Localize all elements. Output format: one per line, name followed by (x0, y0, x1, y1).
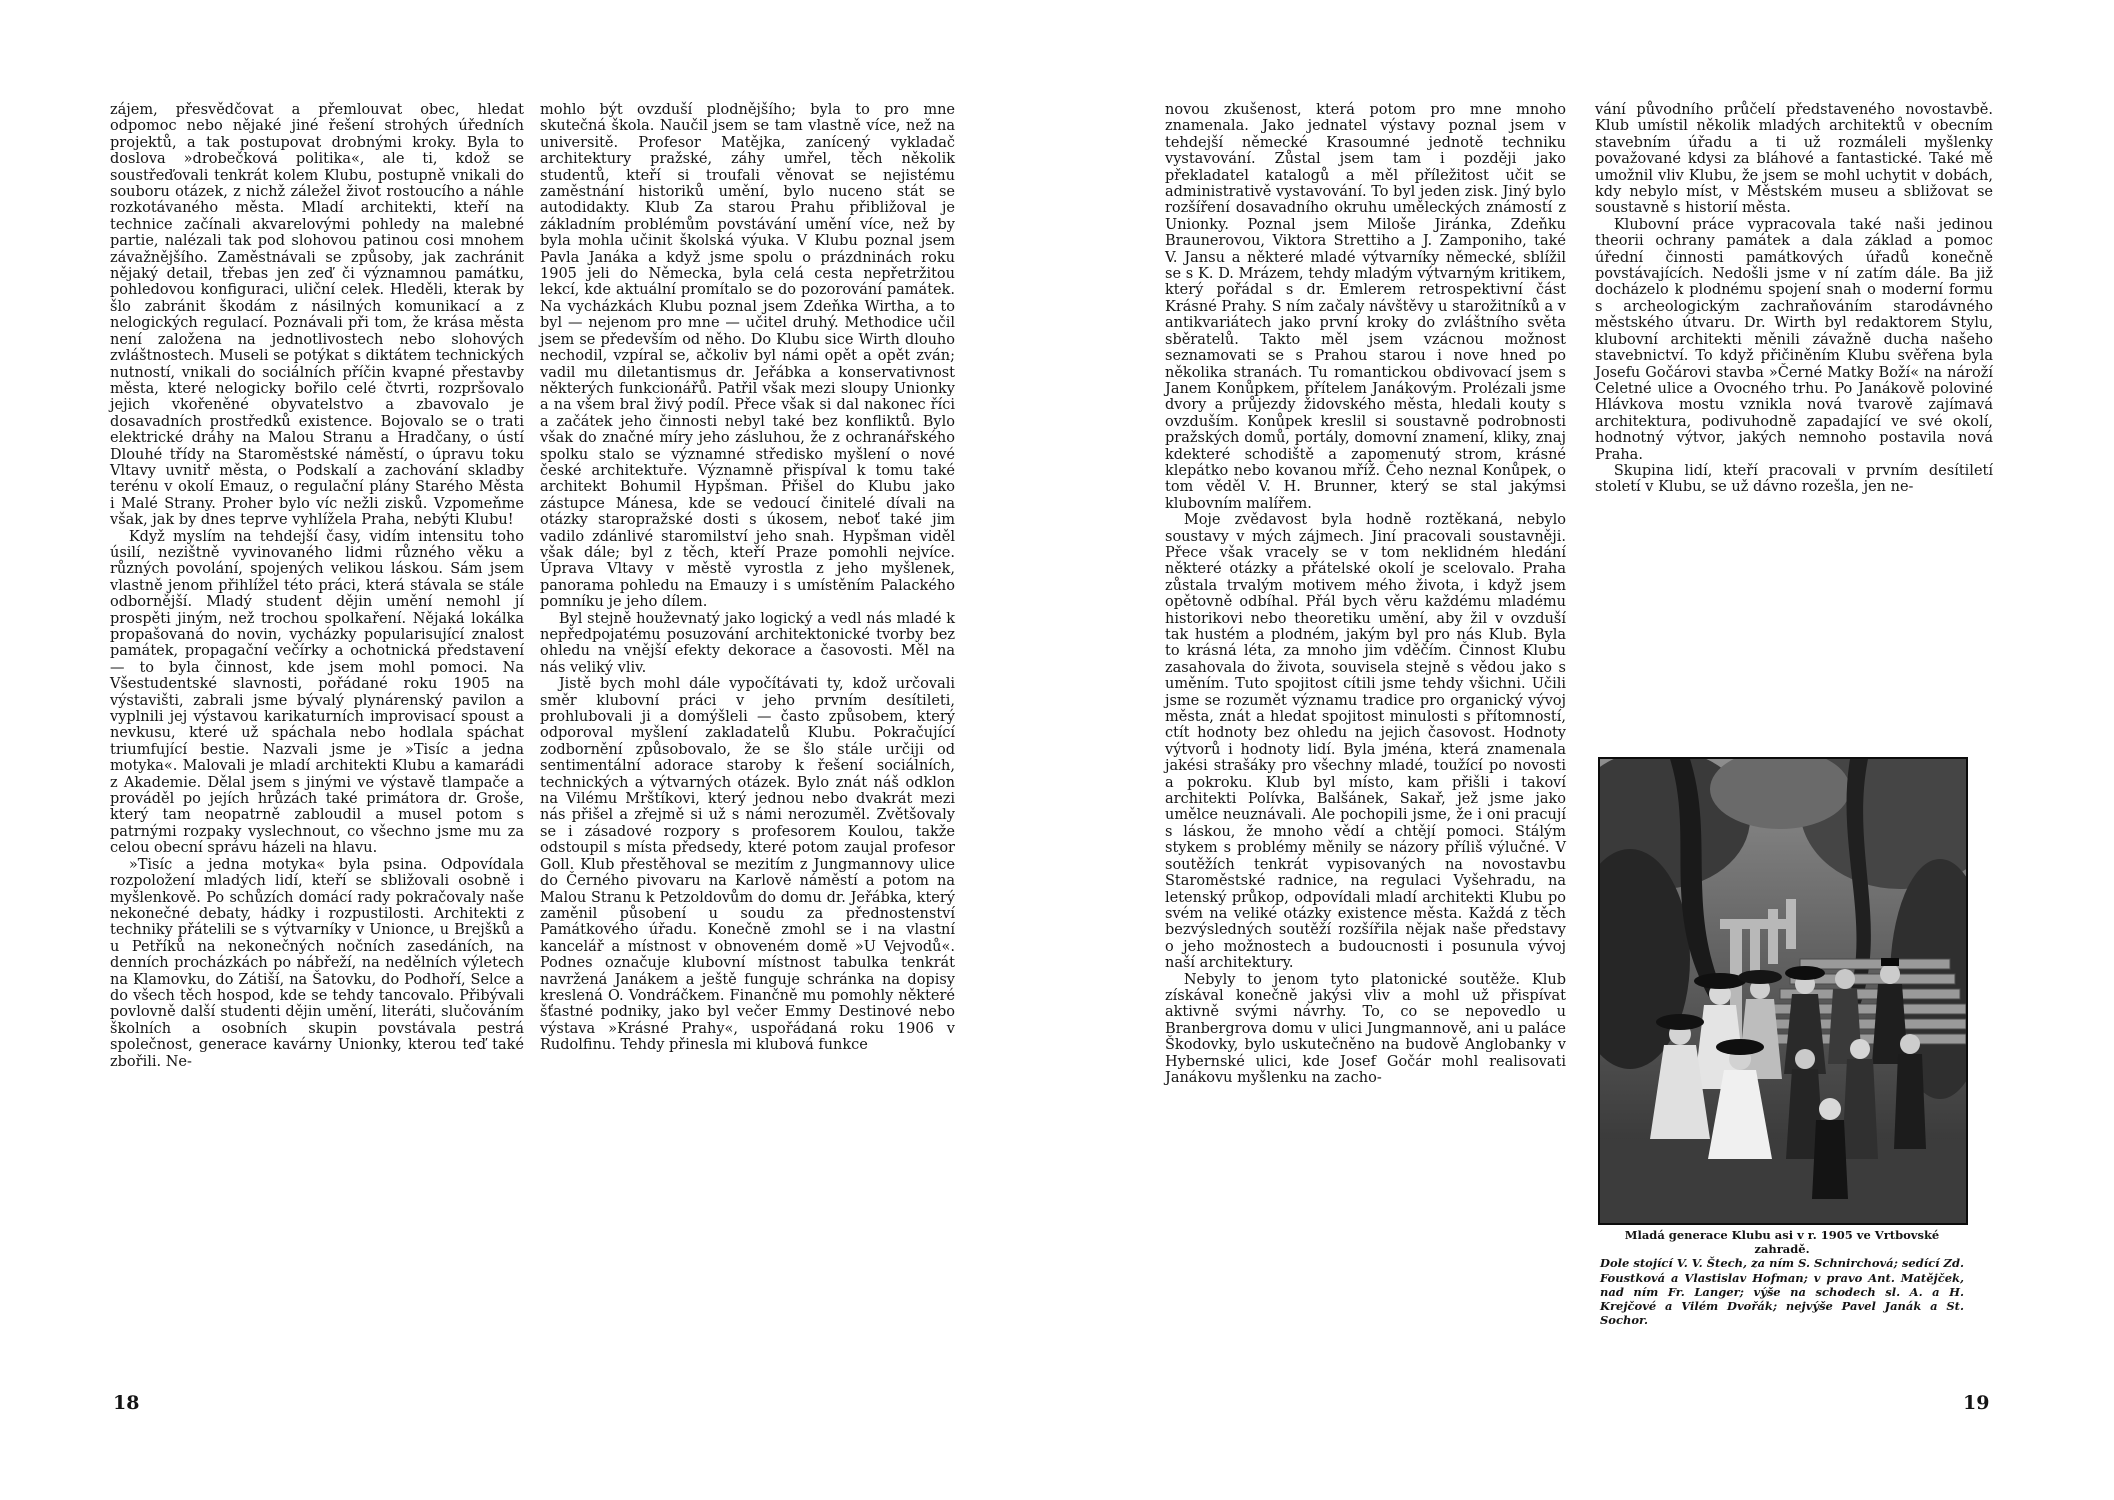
right-page-column-2 (1595, 102, 1993, 496)
left-page-column-2 (540, 102, 955, 1054)
paragraph: »Tisíc a jedna motyka« byla psina. Odpovídala rozpoložení mladých lidí, kteří se sbližovali osobně i myšlenkově. Po schůzích domácí rady pokračovaly naše nekonečné debaty, hádky i rozpustilosti. Architekti z techniky přátelili se s výtvarníky v Unionce, u Brejšků a u Petříků na nekonečných nočních zasedáních, na denních procházkách po nábřeží, na nedělních výletech na Klamovku, do Zátiší, na Šatovku, do Podhoří, Selce a do všech těch hospod, kde se tehdy tancovalo. Přibývali povlovně další studenti dějin umění, literáti, slučováním školních a osobních skupin povstávala pestrá společnost, generace kavárny Unionky, kterou teď také zbořili. Ne- (110, 856, 524, 1070)
paragraph: zájem, přesvědčovat a přemlouvat obec, hledat odpomoc nebo nějaké jiné řešení strohých úředních projektů, a tak postupovat drobnými kroky. Byla to doslova »drobečková politika«, ale ti, kdož se soustřeďovali tenkrát kolem Klubu, postupně vnikali do souboru otázek, z nichž záležel život rostoucího a náhle rozkotávaného města. Mladí architekti, kteří na technice začínali akvarelovými pohledy na malebné partie, nalézali tak pod slohovou patinou cosi mnohem závažnějšího. Zaměstnávali se způsoby, jak zachránit nějaký detail, třebas jen zeď či významnou památku, pohledovou konfiguraci, uliční celek. Hleděli, kterak by šlo zabránit škodám z násilných komunikací a z nelogických regulací. Poznávali při tom, že krása města není založena na jednotlivostech nebo slohových zvláštnostech. Museli se potýkat s diktátem technických nutností, vnikali do sociálních příčin kvapné přestavby města, které nelogicky bořilo celé čtvrti, rozpršovalo jejich vkořeněné obyvatelstvo a zbavovalo je dosavadních prostředků existence. Bojovalo se o trati elektrické dráhy na Malou Stranu a Hradčany, o ústí Dlouhé třídy na Staroměstské náměstí, o úpravu toku Vltavy uvnitř města, o Podskalí a zachování skladby terénu v okolí Emauz, o regulační plány Starého Města i Malé Strany. Proher bylo víc nežli zisků. Vzpomeňme však, jak by dnes teprve vyhlížela Praha, nebýti Klubu! (110, 102, 524, 529)
paragraph: Jistě bych mohl dále vypočítávati ty, kdož určovali směr klubovní práci v jeho prvním desítileti, prohlubovali ji a domýšleli — často způsobem, který odporoval myšlení zakladatelů Klubu. Pokračující zodbornění způsobovalo, že se šlo stále určiji od sentimentální adorace staroby k řešení sociálních, technických a výtvarných otázek. Bylo znát náš odklon na Vilému Mrštíkovi, který jednou nebo dvakrát mezi nás přišel a zřejmě si už s námi nerozuměl. Zvětšovaly se i zásadové rozpory s profesorem Koulou, takže odstoupil s místa předsedy, které potom zaujal profesor Goll. Klub přestěhoval se mezitím z Jungmannovy ulice do Černého pivovaru na Karlově náměstí a potom na Malou Stranu k Petzoldovům do domu dr. Jeřábka, který zaměnil působení u soudu za přednostenství Památkového úřadu. Konečně zmohl se i na vlastní kancelář a místnost v obnoveném domě »U Vejvodů«. Podnes označuje klubovní místnost tabulka tenkrát navržená Janákem a ještě funguje schránka na dopisy kreslená O. Vondráčkem. Finančně mu pomohly některé šťastné podniky, jako byl večer Emmy Destinové nebo výstava »Krásné Prahy«, uspořádaná roku 1906 v Rudolfinu. Tehdy přinesla mi klubová funkce (540, 676, 955, 1054)
page-number-left: 18 (113, 1392, 140, 1414)
paragraph: Nebyly to jenom tyto platonické soutěže. Klub získával konečně jakýsi vliv a mohl už přispívat aktivně svými návrhy. To, co se nepovedlo u Branbergrova domu v ulici Jungmannově, ani u paláce Škodovky, bylo uskutečněno na budově Anglobanky v Hybernské ulici, kde Josef Gočár mohl realisovati Janákovu myšlenku na zacho- (1165, 971, 1566, 1086)
paragraph: Klubovní práce vypracovala také naši jedinou theorii ochrany památek a dala základ a pomoc úřední činnosti památkových úřadů konečně povstávajících. Nedošli jsme v ní zatím dále. Ba již docházelo k plodnému spojení snah o moderní formu s archeologickým zachraňováním starodávného městského útvaru. Dr. Wirth byl redaktorem Stylu, klubovní architekti měnili závažně ducha našeho stavebnictví. To když přičiněním Klubu svěřena byla Josefu Gočárovi stavba »Černé Matky Boží« na nároží Celetné ulice a Ovocného trhu. Po Janákově poloviné Hlávkova mostu vznikla nová tvarově zajímavá architektura, podivuhodně zapadající ve své okolí, hodnotný výtvor, jakých nemnoho postavila nová Praha. (1595, 216, 1993, 463)
caption-title: Mladá generace Klubu asi v r. 1905 ve Vrtbovské zahradě. (1624, 1228, 1940, 1257)
photo-caption (1600, 1228, 1964, 1327)
group-photo-image (1600, 759, 1966, 1223)
group-photo (1598, 757, 1968, 1225)
paragraph: vání původního průčelí představeného novostavbě. Klub umístil několik mladých architektů v obecním stavebním úřadu a ti už rozmáleli myšlenky považované kdysi za bláhové a fantastické. Také mě umožnil vliv Klubu, že jsem se mohl uchytit v dobách, kdy nebylo míst, v Městském museu a sbližovat se soustavně s historií města. (1595, 102, 1993, 217)
paragraph: Když myslím na tehdejší časy, vidím intensitu toho úsilí, nezištně vyvinovaného lidmi různého věku a různých povolání, spojených velikou láskou. Sám jsem vlastně jenom přihlížel této práci, která stávala se stále odbornější. Mladý student dějin umění nemohl jí prospěti jiným, než trochou spolkaření. Nějaká lokálka propašovaná do novin, vycházky popularisující znalost památek, propagační večírky a ochotnická představení — to byla činnost, kde jsem mohl pomoci. Na Všestudentské slavnosti, pořádané roku 1905 na výstavišti, zabrali jsme bývalý plynárenský pavilon a vyplnili jej výstavou karikaturních improvisací spoust a nevkusu, které už spáchala nebo hodlala spáchat triumfující bestie. Nazvali jsme je »Tisíc a jedna motyka«. Malovali je mladí architekti Klubu a kamarádi z Akademie. Dělal jsem s jinými ve výstavě tlampače a prováděl po jejích hrůzách také primátora dr. Groše, který tam neopatrně zabloudil a musel potom s patrnými rozpaky vyslechnout, co všechno jsme mu za celou obecní správu házeli na hlavu. (110, 528, 524, 857)
paragraph: Skupina lidí, kteří pracovali v prvním desítiletí století v Klubu, se už dávno rozešla, jen ne- (1595, 462, 1993, 496)
paragraph: Moje zvědavost byla hodně roztěkaná, nebylo soustavy v mých zájmech. Jiní pracovali soustavněji. Přece však vracely se v tom neklidném hledání některé otázky a přátelské okolí je scelovalo. Praha zůstala trvalým motivem mého života, i když jsem opětovně odbíhal. Přál bych věru každému mladému historikovi nebo theoretiku umění, aby žil v ovzduší tak hustém a plodném, jakým byl pro nás Klub. Byla to krásná léta, za mnoho jim vděčím. Činnost Klubu zasahovala do života, souvisela stejně s vědou jako s uměním. Tuto spojitost cítili jsme tehdy všichni. Učili jsme se rozumět významu tradice pro organický vývoj města, znát a hledat spojitost minulosti s přítomností, ctít hodnoty bez ohledu na jejich časovost. Hodnoty výtvorů i hodnoty lidí. Byla jména, která znamenala jakési strašáky pro všechny mladé, toužící po novosti a pokroku. Klub byl místo, kam přišli i takoví architekti Polívka, Balšánek, Sakař, jež jsme jako umělce neuznávali. Ale pochopili jsme, že i oni pracují s láskou, že mnoho vědí a chtějí pomoci. Stálým stykem s problémy měnily se názory příliš výlučné. V soutěžích tenkrát vypisovaných na novostavbu Staroměstské radnice, na regulaci Vyšehradu, na letenský průkop, odpovídali mladí architekti Klubu po svém na veliké otázky existence města. Každá z těch bezvýsledných soutěží rozšířila nějak naše představy o jeho možnostech a budoucnosti i posunula vývoj naší architektury. (1165, 512, 1566, 972)
paragraph: Byl stejně houževnatý jako logický a vedl nás mladé k nepředpojatému posuzování architektonické tvorby bez ohledu na vnější efekty dekorace a časovosti. Měl na nás veliký vliv. (540, 610, 955, 676)
caption-detail: Dole stojící V. V. Štech, za ním S. Schnirchová; sedící Zd. Foustková a Vlastislav Hofman; v pravo Ant. Matějček, nad ním Fr. Langer; výše na schodech sl. A. a H. Krejčové a Vilém Dvořák; nejvýše Pavel Janák a St. Sochor. (1600, 1256, 1964, 1328)
paragraph: mohlo být ovzduší plodnějšího; byla to pro mne skutečná škola. Naučil jsem se tam vlastně více, než na universitě. Profesor Matějka, zanícený vykladač architektury pražské, záhy umřel, těch několik studentů, kteří si troufali věnovat se nejistému zaměstnání historiků umění, bylo nuceno stát se autodidakty. Klub Za starou Prahu přibližoval je základním problémům povstávání umění více, než by byla mohla učinit školská výuka. V Klubu poznal jsem Pavla Janáka a když jsme spolu o prázdninách roku 1905 jeli do Německa, byla celá cesta nepřetržitou lekcí, kde aktuální promítalo se do pozorování památek. Na vycházkách Klubu poznal jsem Zdeňka Wirtha, a to byl — nejenom pro mne — učitel druhý. Methodice učil jsem se především od něho. Do Klubu sice Wirth dlouho nechodil, vzpíral se, ačkoliv byl námi opět a opět zván; vadil mu diletantismus dr. Jeřábka a konservativnost některých funkcionářů. Patřil však mezi sloupy Unionky a na všem bral živý podíl. Přece však si dal nakonec říci a začátek jeho činnosti nebyl také bez konfliktů. Bylo však do značné míry jeho zásluhou, že z ochranářského spolku stalo se významné středisko myšlení o nové české architektuře. Významně přispíval k tomu také architekt Bohumil Hypšman. Přišel do Klubu jako zástupce Mánesa, kde se vedoucí činitelé dívali na otázky staropražské dosti s úkosem, neboť také jim vadilo zdánlivé staromilství jeho snah. Hypšman viděl však dále; byl z těch, kteří Praze pomohli nejvíce. Úprava Vltavy v městě vyrostla z jeho myšlenek, panorama pohledu na Emauzy i s umístěním Palackého pomníku je jeho dílem. (540, 102, 955, 611)
right-page-column-1 (1165, 102, 1566, 1086)
left-page-column-1 (110, 102, 524, 1070)
page-number-right: 19 (1963, 1392, 1990, 1414)
paragraph: novou zkušenost, která potom pro mne mnoho znamenala. Jako jednatel výstavy poznal jsem v tehdejší německé Krasoumné jednotě techniku vystavování. Zůstal jsem tam i později jako překladatel katalogů a měl příležitost učit se administrativě vystavování. To byl jeden zisk. Jiný bylo rozšíření dosavadního okruhu uměleckých známostí z Unionky. Poznal jsem Miloše Jiránka, Zdeňku Braunerovou, Viktora Strettiho a J. Zamponiho, také V. Jansu a některé mladé výtvarníky německé, sblížil se s K. D. Mrázem, tehdy mladým výtvarným kritikem, který pořádal s dr. Emlerem retrospektivní část Krásné Prahy. S ním začaly návštěvy u starožitníků a v antikvariátech jako první kroky do zvláštního světa sběratelů. Takto měl jsem vzácnou možnost seznamovati se s Prahou starou i nove hned po několika stranách. Tu romantickou obdivovací jsem s Janem Konůpkem, přítelem Janákovým. Prolézali jsme dvory a průjezdy židovského města, hledali kouty s ovzduším. Konůpek kreslil si soustavně podrobnosti pražských domů, portály, domovní znamení, kliky, znaj kdekteré schodiště a zapomenutý strom, krásné klepátko nebo kovanou mříž. Čeho neznal Konůpek, o tom věděl V. H. Brunner, který se stal jakýmsi klubovním malířem. (1165, 102, 1566, 512)
